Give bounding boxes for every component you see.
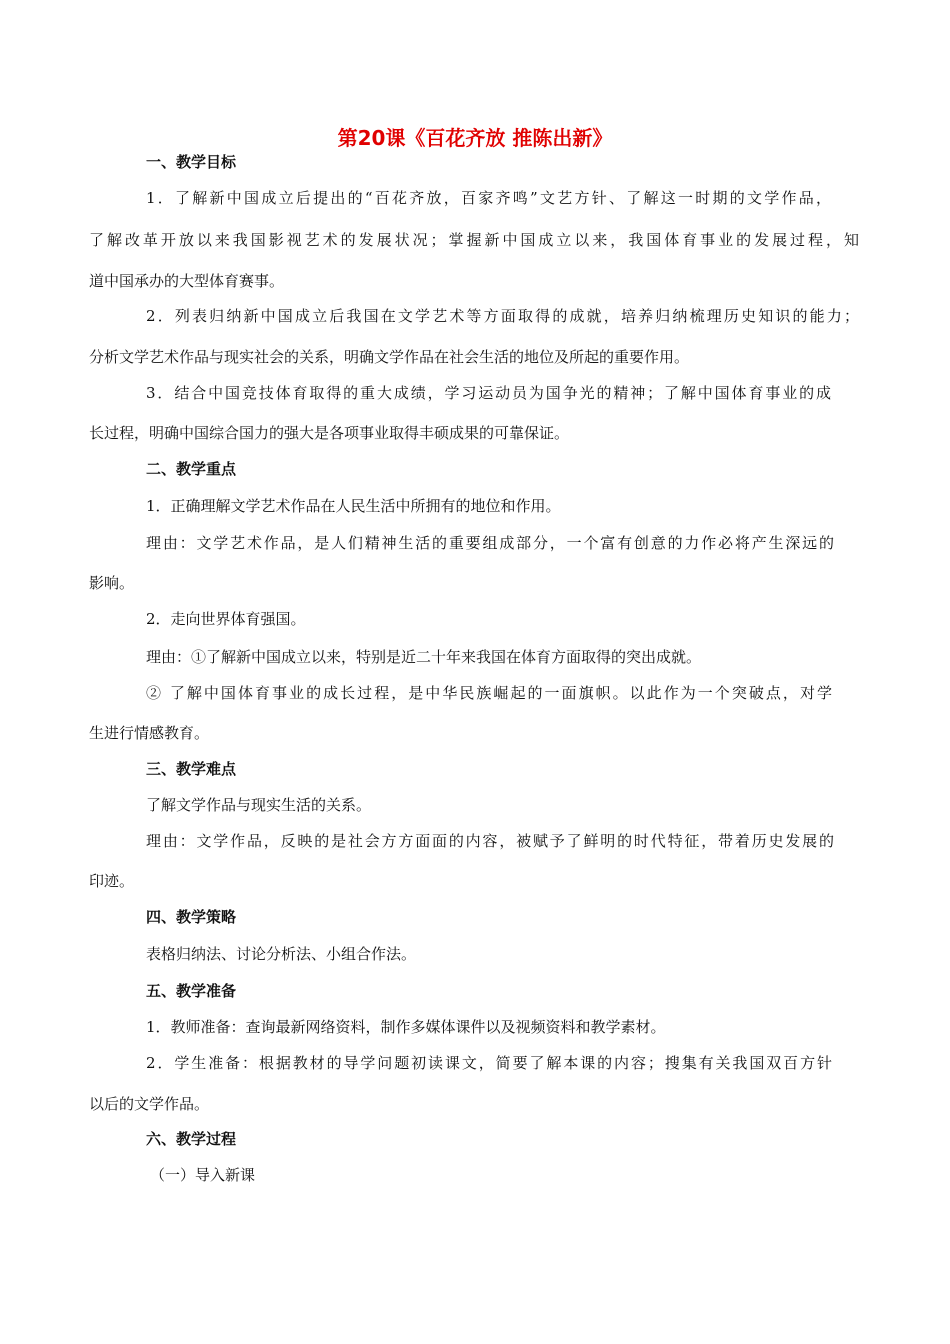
paragraph-line: 印迹。 bbox=[89, 872, 135, 890]
paragraph-line: 2．列表归纳新中国成立后我国在文学艺术等方面取得的成就，培养归纳梳理历史知识的能力； bbox=[146, 307, 859, 325]
section-heading-preparation: 五、教学准备 bbox=[146, 982, 237, 1000]
section-heading-strategies: 四、教学策略 bbox=[146, 908, 237, 926]
paragraph-line: 2．走向世界体育强国。 bbox=[146, 610, 306, 628]
paragraph-line: 道中国承办的大型体育赛事。 bbox=[89, 272, 285, 290]
paragraph-line: 了解文学作品与现实生活的关系。 bbox=[146, 796, 372, 814]
paragraph-line: 表格归纳法、讨论分析法、小组合作法。 bbox=[146, 945, 417, 963]
paragraph-line: 1．了解新中国成立后提出的“百花齐放，百家齐鸣”文艺方针、了解这一时期的文学作品， bbox=[146, 189, 831, 207]
section-heading-difficulties: 三、教学难点 bbox=[146, 760, 237, 778]
paragraph-line: 3．结合中国竞技体育取得的重大成绩，学习运动员为国争光的精神；了解中国体育事业的成 bbox=[146, 384, 831, 402]
section-heading-process: 六、教学过程 bbox=[146, 1130, 237, 1148]
paragraph-line: 理由：①了解新中国成立以来，特别是近二十年来我国在体育方面取得的突出成就。 bbox=[146, 648, 702, 666]
paragraph-line: 分析文学艺术作品与现实社会的关系，明确文学作品在社会生活的地位及所起的重要作用。 bbox=[89, 348, 690, 366]
paragraph-line: 长过程，明确中国综合国力的强大是各项事业取得丰硕成果的可靠保证。 bbox=[89, 424, 570, 442]
paragraph-line: 1．正确理解文学艺术作品在人民生活中所拥有的地位和作用。 bbox=[146, 497, 561, 515]
subsection-heading-introduction: （一）导入新课 bbox=[150, 1166, 256, 1184]
document-title: 第20课《百花齐放 推陈出新》 bbox=[337, 126, 613, 150]
section-heading-objectives: 一、教学目标 bbox=[146, 153, 237, 171]
paragraph-line: 了解改革开放以来我国影视艺术的发展状况；掌握新中国成立以来，我国体育事业的发展过程，知 bbox=[89, 231, 859, 249]
paragraph-line: 理由：文学艺术作品，是人们精神生活的重要组成部分，一个富有创意的力作必将产生深远的 bbox=[146, 534, 834, 552]
paragraph-line: 理由：文学作品，反映的是社会方方面面的内容，被赋予了鲜明的时代特征，带着历史发展的 bbox=[146, 832, 834, 850]
paragraph-line: ② 了解中国体育事业的成长过程，是中华民族崛起的一面旗帜。以此作为一个突破点，对学 bbox=[146, 684, 832, 702]
paragraph-line: 1．教师准备：查询最新网络资料，制作多媒体课件以及视频资料和教学素材。 bbox=[146, 1018, 666, 1036]
paragraph-line: 2．学生准备：根据教材的导学问题初读课文，简要了解本课的内容；搜集有关我国双百方针 bbox=[146, 1054, 832, 1072]
paragraph-line: 生进行情感教育。 bbox=[89, 724, 210, 742]
paragraph-line: 影响。 bbox=[89, 574, 135, 592]
section-heading-key-points: 二、教学重点 bbox=[146, 460, 237, 478]
paragraph-line: 以后的文学作品。 bbox=[89, 1095, 210, 1113]
